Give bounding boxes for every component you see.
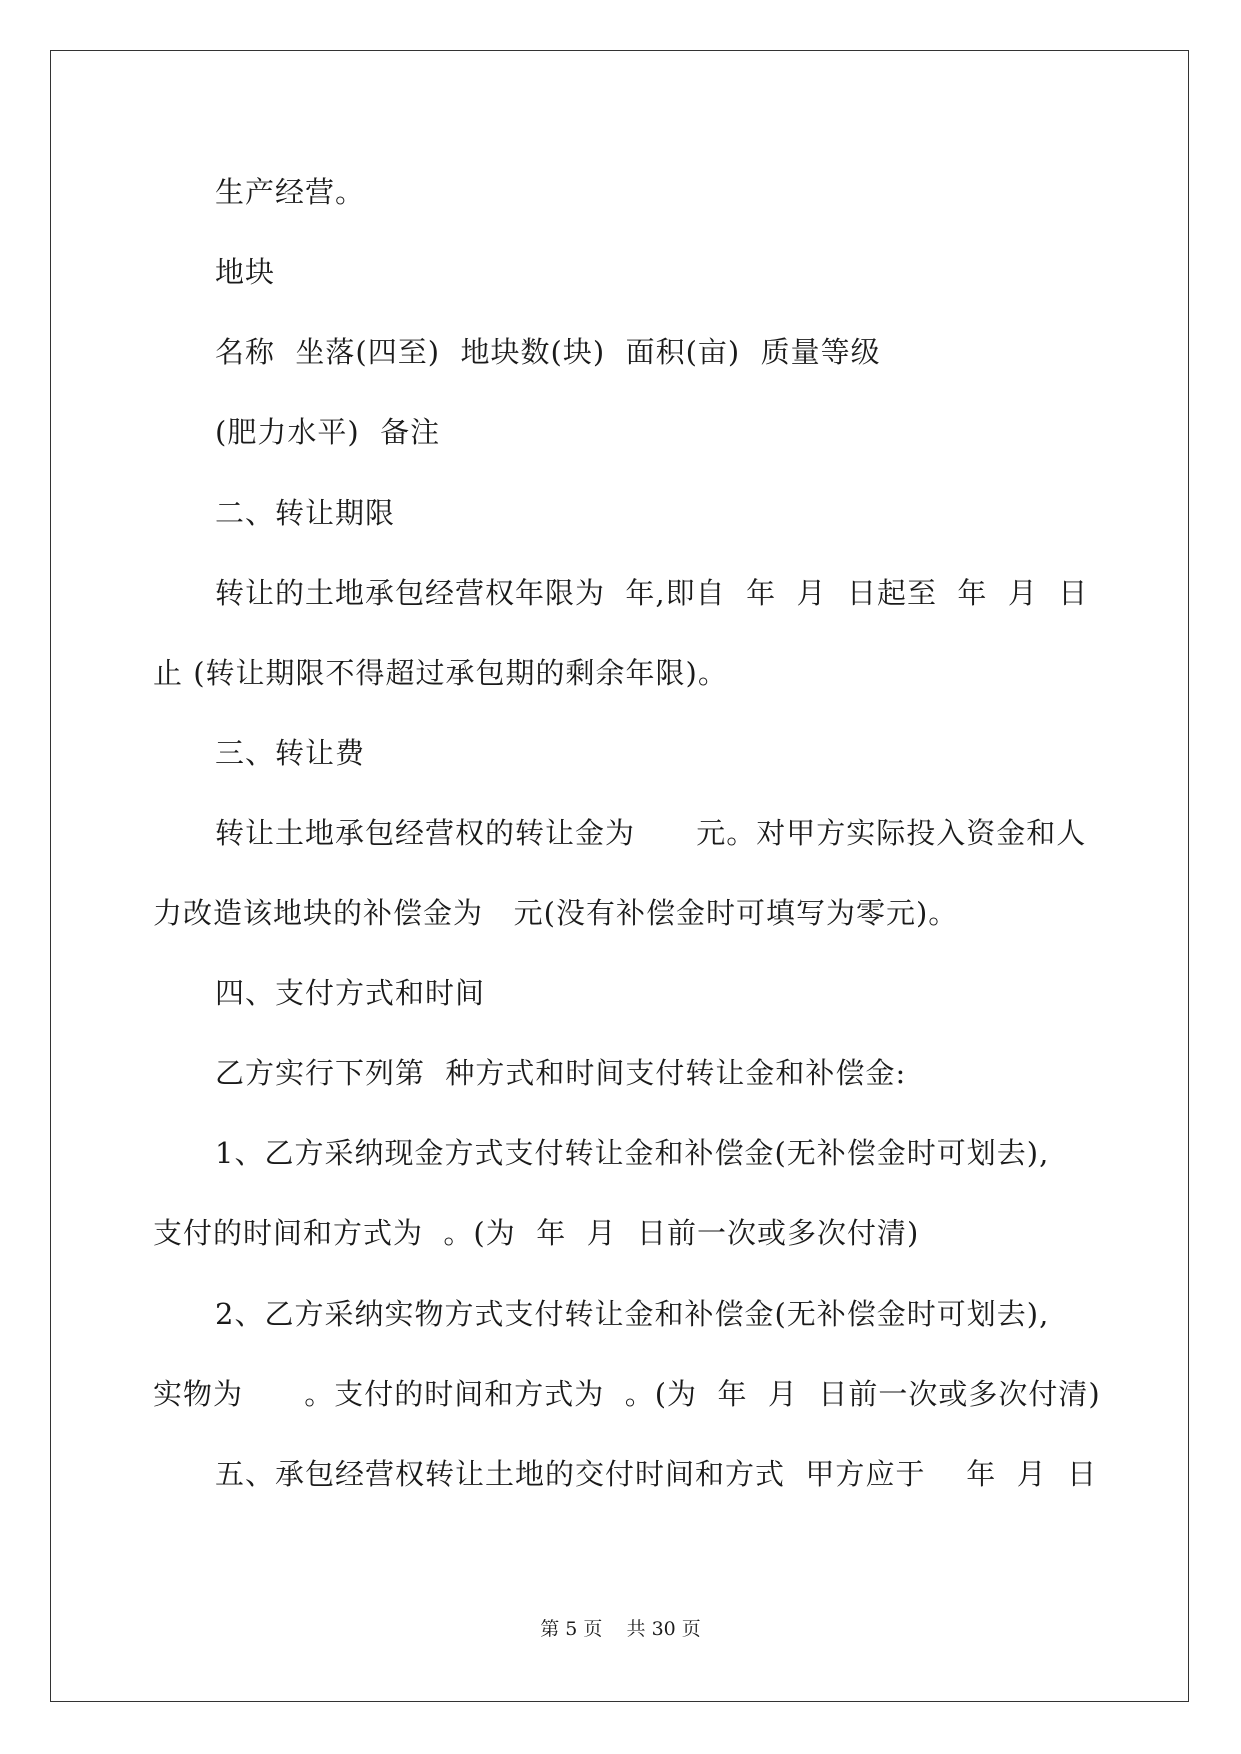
text-line-10: 力改造该地块的补偿金为 元(没有补偿金时可填写为零元)。: [153, 896, 959, 930]
text-line-2: 地块: [215, 255, 276, 289]
section-heading-4: 四、支付方式和时间: [215, 976, 486, 1010]
section-heading-5: 五、承包经营权转让土地的交付时间和方式 甲方应于 年 月 日: [215, 1457, 1098, 1491]
text-line-9: 转让土地承包经营权的转让金为 元。对甲方实际投入资金和人: [215, 816, 1087, 850]
section-heading-2: 二、转让期限: [215, 496, 396, 530]
page-number-footer: 第 5 页 共 30 页: [540, 1618, 701, 1640]
text-line-15: 2、乙方采纳实物方式支付转让金和补偿金(无补偿金时可划去),: [215, 1297, 1050, 1331]
text-line-4: (肥力水平) 备注: [215, 415, 441, 449]
section-heading-3: 三、转让费: [215, 736, 366, 770]
text-line-16: 实物为 。支付的时间和方式为 。(为 年 月 日前一次或多次付清): [153, 1377, 1101, 1411]
text-line-1: 生产经营。: [215, 175, 366, 209]
text-line-12: 乙方实行下列第 种方式和时间支付转让金和补偿金:: [215, 1056, 907, 1090]
text-line-13: 1、乙方采纳现金方式支付转让金和补偿金(无补偿金时可划去),: [215, 1136, 1050, 1170]
text-line-7: 止 (转让期限不得超过承包期的剩余年限)。: [153, 656, 728, 690]
text-line-6: 转让的土地承包经营权年限为 年,即自 年 月 日起至 年 月 日: [215, 576, 1089, 610]
page-border: [50, 50, 1189, 1702]
text-line-3: 名称 坐落(四至) 地块数(块) 面积(亩) 质量等级: [215, 335, 881, 369]
text-line-14: 支付的时间和方式为 。(为 年 月 日前一次或多次付清): [153, 1216, 920, 1250]
